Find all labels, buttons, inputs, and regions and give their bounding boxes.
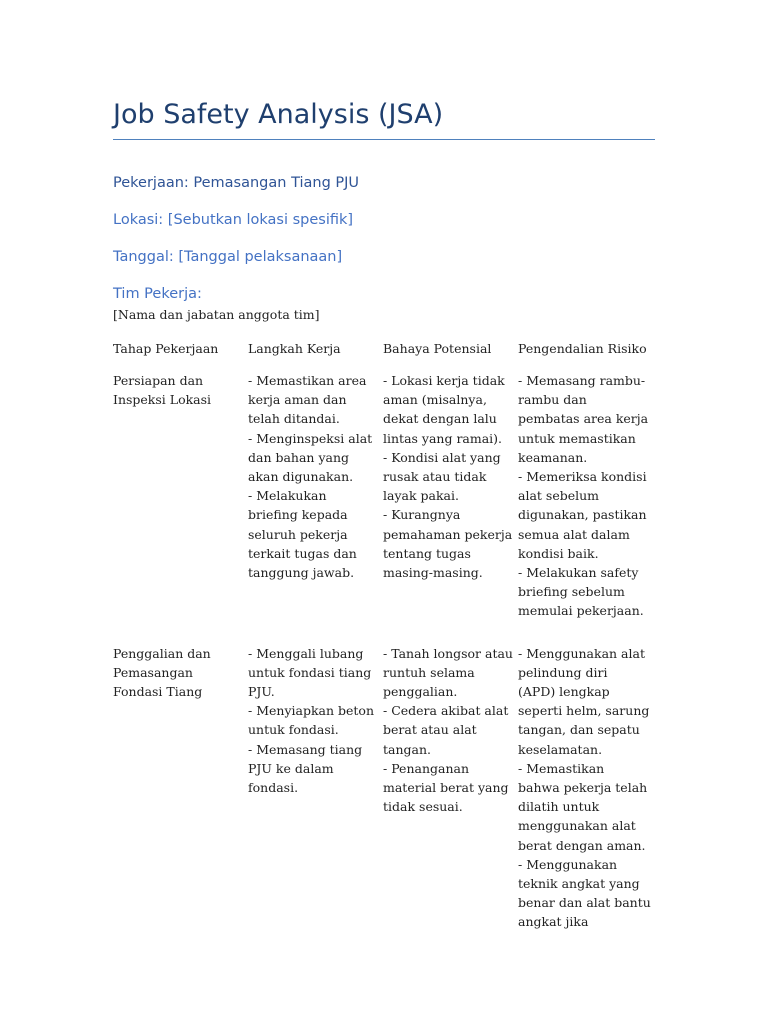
cell-hazards: - Tanah longsor atau runtuh selama penggalian. - Cedera akibat alat berat atau alat tangan. - Penanganan material berat yang tidak sesuai. — [383, 645, 513, 815]
cell-controls: - Menggunakan alat pelindung diri (APD) lengkap seperti helm, sarung tangan, dan sepatu keselamatan. - Memastikan bahwa pekerja telah dilatih untuk menggunakan alat berat dengan aman. - Menggunakan teknik angkat yang benar dan alat bantu angkat jika — [518, 645, 651, 930]
table-header-row — [113, 337, 655, 371]
table-row — [113, 371, 655, 644]
cell-stage: Penggalian dan Pemasangan Fondasi Tiang — [113, 645, 211, 700]
cell-steps: - Memastikan area kerja aman dan telah ditandai. - Menginspeksi alat dan bahan yang akan digunakan. - Melakukan briefing kepada seluruh pekerja terkait tugas dan tanggung jawab. — [248, 373, 373, 581]
document-title: Job Safety Analysis (JSA) — [113, 99, 444, 130]
team-heading: Tim Pekerja: — [113, 286, 202, 302]
team-text: [Nama dan jabatan anggota tim] — [113, 307, 320, 322]
cell-hazards: - Lokasi kerja tidak aman (misalnya, dekat dengan lalu lintas yang ramai). - Kondisi alat yang rusak atau tidak layak pakai. - Kurangnya pemahaman pekerja tentang tugas masing-masing. — [383, 373, 513, 581]
header-stage: Tahap Pekerjaan — [113, 341, 219, 356]
location-heading: Lokasi: [Sebutkan lokasi spesifik] — [113, 212, 354, 228]
jsa-table — [113, 337, 655, 955]
cell-controls: - Memasang rambu- rambu dan pembatas area kerja untuk memastikan keamanan. - Memeriksa kondisi alat sebelum digunakan, pastikan semua alat dalam kondisi baik. - Melakukan safety briefing sebelum memulai pekerjaan. — [518, 373, 649, 619]
cell-steps: - Menggali lubang untuk fondasi tiang PJU. - Menyiapkan beton untuk fondasi. - Memasang tiang PJU ke dalam fondasi. — [248, 645, 375, 796]
header-controls: Pengendalian Risiko — [518, 341, 647, 356]
header-steps: Langkah Kerja — [248, 341, 341, 356]
title-underline — [113, 139, 655, 140]
date-heading: Tanggal: [Tanggal pelaksanaan] — [113, 249, 343, 265]
header-hazards: Bahaya Potensial — [383, 341, 492, 356]
job-heading: Pekerjaan: Pemasangan Tiang PJU — [113, 175, 360, 191]
table-row — [113, 644, 655, 955]
cell-stage: Persiapan dan Inspeksi Lokasi — [113, 373, 212, 408]
